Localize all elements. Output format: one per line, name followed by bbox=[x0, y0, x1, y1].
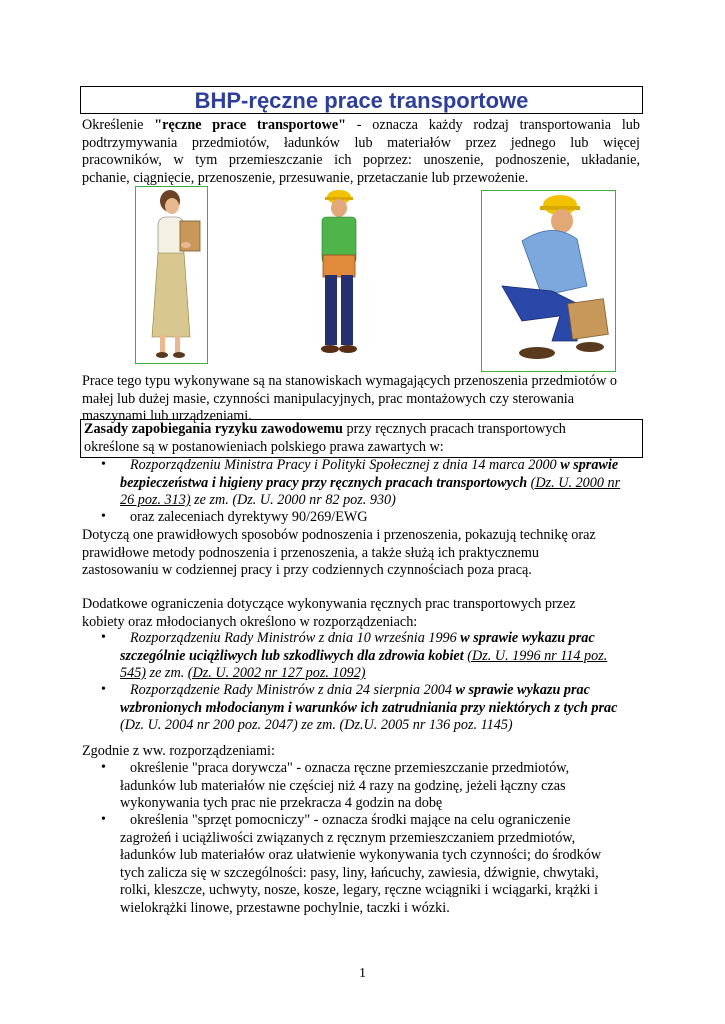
work-para-line-1: Prace tego typu wykonywane są na stanowiskach wymagających przenoszenia przedmiotów o bbox=[82, 373, 618, 389]
reg-title: Rozporządzeniu Ministra Pracy i Polityki Społecznej z dnia 14 marca 2000 bbox=[130, 457, 561, 473]
reg-subject: w sprawie wykazu prac bbox=[460, 630, 595, 646]
list2-item1-line-2 bbox=[120, 648, 640, 666]
bullet-icon: • bbox=[101, 760, 106, 775]
worker-holding-box-figure bbox=[307, 186, 371, 364]
restrictions-line-2: kobiety oraz młodocianych określono w rozporządzeniach: bbox=[82, 613, 418, 630]
page-number: 1 bbox=[359, 966, 366, 981]
definition-line-2: podtrzymywania przedmiotów, ładunków lub materiałów przez jednego lub więcej bbox=[82, 134, 640, 151]
list1-item1-line-2 bbox=[120, 475, 640, 493]
reg-link-cont[interactable]: 26 poz. 313) bbox=[120, 492, 191, 508]
list3-item1-line-3: wykonywania tych prac nie przekracza 4 godzin na dobę bbox=[120, 795, 443, 811]
list2-item2-line-1 bbox=[130, 682, 642, 700]
list1-item1-line-3 bbox=[120, 492, 640, 510]
reg-subject: w sprawie wykazu prac bbox=[455, 682, 590, 698]
reg-link-cont[interactable]: 545) bbox=[120, 665, 147, 681]
bullet-icon: • bbox=[101, 682, 106, 697]
reg-link[interactable]: (Dz. U. 1996 nr 114 poz. bbox=[467, 647, 608, 664]
list2-item2-line-2 bbox=[120, 700, 640, 718]
list2-item1-line-3 bbox=[120, 665, 640, 683]
list1-item2: oraz zaleceniach dyrektywy 90/269/EWG bbox=[130, 509, 368, 525]
methods-line-3: zastosowaniu w codziennej pracy i przy codziennych czynnościach poza pracą. bbox=[82, 562, 532, 578]
woman-carrying-box-figure bbox=[135, 186, 208, 364]
bullet-icon: • bbox=[101, 630, 106, 645]
principles-line-1 bbox=[84, 421, 640, 439]
bullet-icon: • bbox=[101, 457, 106, 472]
list3-item1-line-2: ładunków lub materiałów nie częściej niż 4 razy na godzinę, jeżeli łączny czas bbox=[120, 777, 566, 794]
page-title: BHP-ręczne prace transportowe bbox=[194, 88, 529, 113]
definition-line-1 bbox=[82, 117, 640, 135]
restrictions-line-1: Dodatkowe ograniczenia dotyczące wykonywania ręcznych prac transportowych przez bbox=[82, 596, 576, 612]
reg-amendment-link[interactable]: (Dz. U. 2002 nr 127 poz. 1092) bbox=[187, 665, 366, 681]
list3-item1-line-1: określenie "praca dorywcza" - oznacza ręczne przemieszczanie przedmiotów, bbox=[130, 760, 570, 776]
methods-line-2: prawidłowe metody podnoszenia i przenoszenia, a także służą ich praktycznemu bbox=[82, 544, 539, 561]
reg-title: Rozporządzenie Rady Ministrów z dnia 24 sierpnia 2004 bbox=[130, 682, 456, 698]
list1-item1-line-1 bbox=[130, 457, 642, 475]
reg-amendments: ze zm. bbox=[146, 665, 188, 681]
reg-title: Rozporządzeniu Rady Ministrów z dnia 10 września 1996 bbox=[130, 630, 461, 646]
reg-link[interactable]: (Dz. U. 2000 nr bbox=[530, 474, 621, 491]
reg-subject-cont: bezpieczeństwa i higieny pracy przy ręcznych pracach transportowych bbox=[120, 474, 528, 491]
principles-line-2: określone są w postanowieniach polskiego prawa zawartych w: bbox=[84, 438, 444, 455]
definition-line-3: pracowników, w tym przemieszczanie ich poprzez: unoszenie, podnoszenie, układanie, bbox=[82, 152, 640, 168]
list3-item2-line-1: określenia "sprzęt pomocniczy" - oznacza środki mające na celu ograniczenie bbox=[130, 812, 571, 828]
list2-item2-line-3: (Dz. U. 2004 nr 200 poz. 2047) ze zm. (Dz.U. 2005 nr 136 poz. 1145) bbox=[120, 717, 513, 733]
reg-subject-cont: wzbronionych młodocianym i warunków ich zatrudniania przy niektórych z tych prac bbox=[120, 699, 618, 716]
list3-item2-line-6: wielokrążki linowe, przestawne pochylnie, taczki i wózki. bbox=[120, 899, 450, 916]
principles-rest: przy ręcznych pracach transportowych bbox=[342, 421, 566, 437]
list2-item1-line-1 bbox=[130, 630, 642, 648]
title-box bbox=[80, 86, 643, 114]
list3-item2-line-4: tych zalicza się w szczególności: pasy, liny, łańcuchy, zawiesia, dźwignie, chwytaki, bbox=[120, 864, 599, 881]
work-para-line-2: małej lub dużej masie, czynności manipulacyjnych, prac montażowych czy sterowania bbox=[82, 390, 575, 407]
bullet-icon: • bbox=[101, 509, 106, 524]
definition-rest: - oznacza każdy rodzaj transportowania lub bbox=[346, 117, 640, 133]
principles-heading: Zasady zapobiegania ryzyku zawodowemu bbox=[84, 421, 343, 437]
definition-intro: Określenie bbox=[82, 117, 155, 133]
bullet-icon: • bbox=[101, 812, 106, 827]
according-line: Zgodnie z ww. rozporządzeniami: bbox=[82, 743, 275, 759]
list3-item2-line-3: ładunków lub materiałów oraz ułatwienie wykonywania tych czynności; do środków bbox=[120, 847, 602, 863]
reg-subject-cont: szczególnie uciążliwych lub szkodliwych dla zdrowia kobiet bbox=[120, 647, 464, 664]
worker-lifting-box-figure bbox=[481, 190, 616, 372]
work-para-line-3: maszynami lub urządzeniami. bbox=[82, 408, 252, 424]
list3-item2-line-2: zagrożeń i uciążliwości związanych z ręcznym przemieszczaniem przedmiotów, bbox=[120, 829, 576, 846]
methods-line-1: Dotyczą one prawidłowych sposobów podnoszenia i przenoszenia, pokazują technikę oraz bbox=[82, 527, 596, 543]
list3-item2-line-5: rolki, kleszcze, uchwyty, nosze, kosze, legary, ręczne wciągniki i wciągarki, krążki i bbox=[120, 882, 598, 898]
definition-line-4: pchanie, ciągnięcie, przenoszenie, przesuwanie, przetaczanie lub przewożenie. bbox=[82, 169, 529, 186]
reg-amendments: ze zm. (Dz. U. 2000 nr 82 poz. 930) bbox=[190, 492, 396, 508]
reg-subject: w sprawie bbox=[560, 457, 619, 473]
definition-term: "ręczne prace transportowe" bbox=[154, 117, 346, 133]
